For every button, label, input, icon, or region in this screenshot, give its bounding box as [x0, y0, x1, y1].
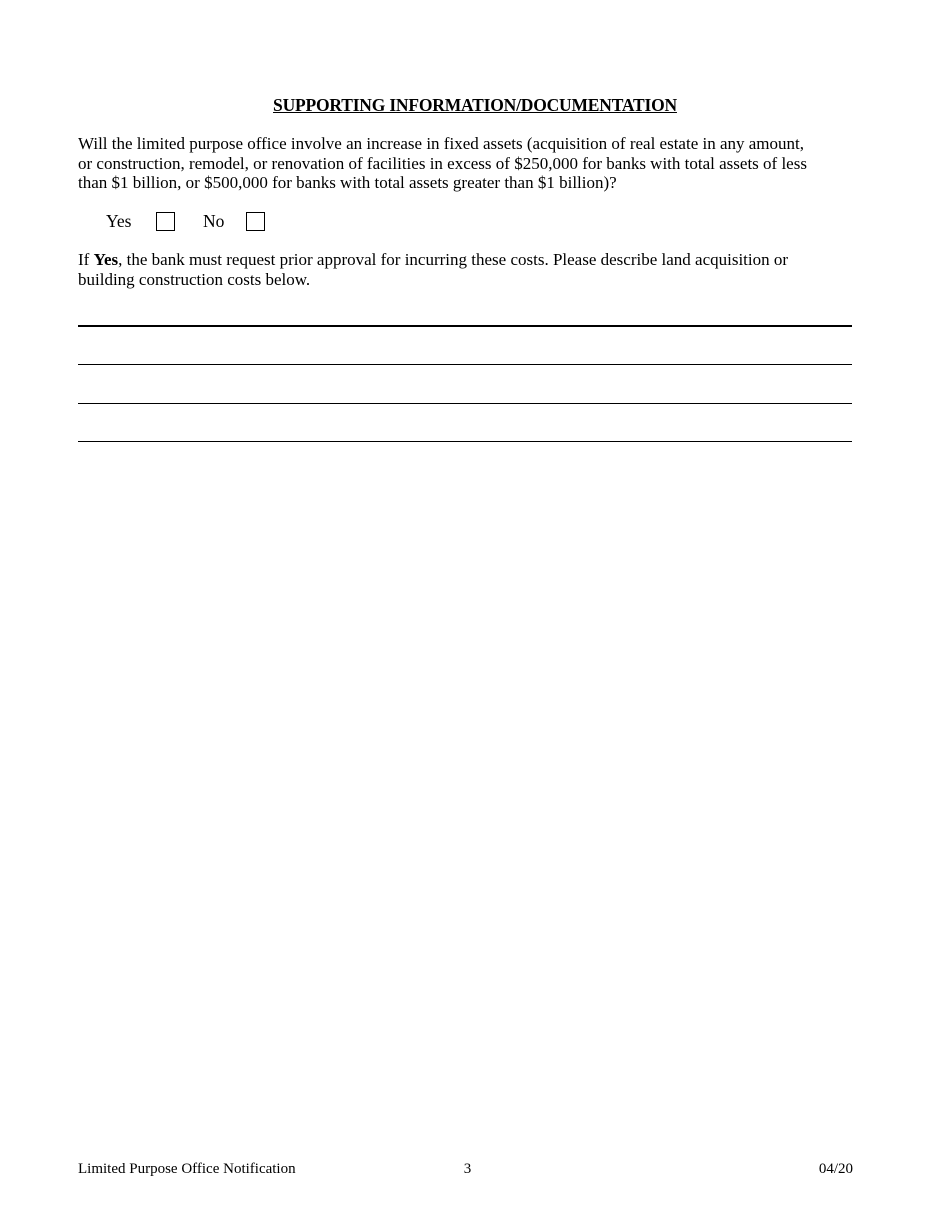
followup-line-1	[78, 250, 853, 270]
fixed-assets-question	[78, 134, 853, 193]
section-title: SUPPORTING INFORMATION/DOCUMENTATION	[273, 95, 677, 115]
question-line-2: or construction, remodel, or renovation of facilities in excess of $250,000 for banks with total assets of less	[78, 153, 807, 173]
question-line-1: Will the limited purpose office involve an increase in fixed assets (acquisition of real estate in any amount,	[78, 134, 805, 153]
followup-bold-yes: Yes	[93, 250, 119, 269]
answer-line-2[interactable]	[78, 364, 852, 365]
followup-instructions	[78, 250, 853, 289]
answer-line-3[interactable]	[78, 403, 852, 404]
footer-revision-date: 04/20	[818, 1161, 853, 1177]
followup-line-2: building construction costs below.	[78, 269, 311, 289]
followup-prefix: If	[78, 250, 94, 269]
question-line-3: than $1 billion, or $500,000 for banks with total assets greater than $1 billion)?	[78, 173, 617, 193]
answer-line-1[interactable]	[78, 325, 852, 327]
no-label: No	[203, 211, 225, 231]
answer-line-4[interactable]	[78, 441, 852, 442]
yes-checkbox[interactable]	[156, 212, 175, 231]
footer-form-name: Limited Purpose Office Notification	[78, 1161, 296, 1177]
no-checkbox[interactable]	[246, 212, 265, 231]
footer-page-number: 3	[463, 1161, 472, 1177]
followup-line-1-rest: , the bank must request prior approval for incurring these costs. Please describe land acquisition or	[118, 250, 789, 269]
yes-label: Yes	[106, 211, 132, 231]
